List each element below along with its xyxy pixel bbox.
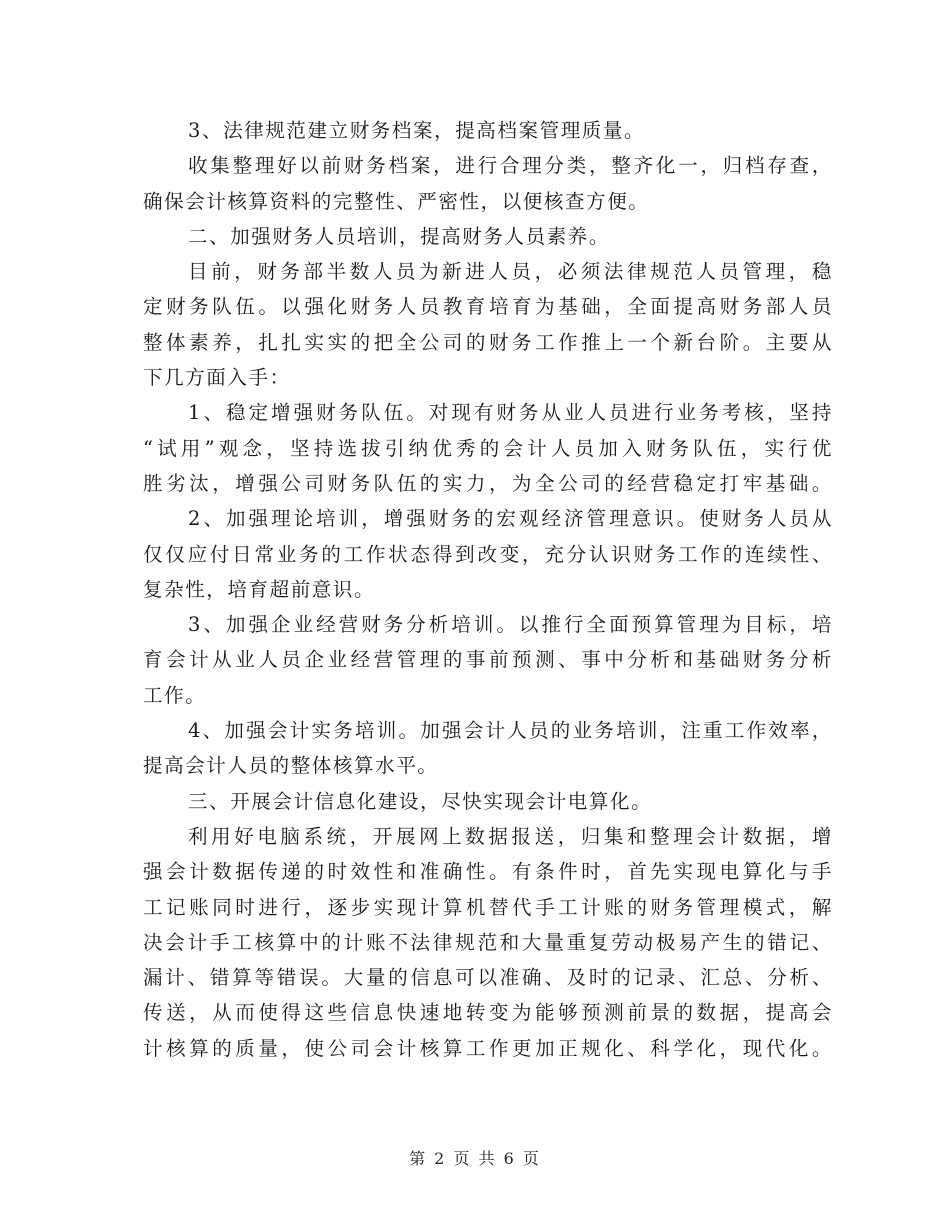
text-line: 1、稳定增强财务队伍。对现有财务从业人员进行业务考核，坚持	[188, 401, 833, 425]
text-line: 3、加强企业经营财务分析培训。以推行全面预算管理为目标，培	[188, 613, 833, 637]
text-line: 工记账同时进行，逐步实现计算机替代手工计账的财务管理模式，解	[143, 895, 833, 919]
text-line: 仅仅应付日常业务的工作状态得到改变，充分认识财务工作的连续性、	[143, 542, 833, 566]
text-line: 复杂性，培育超前意识。	[143, 577, 376, 601]
text-line: 提高会计人员的整体核算水平。	[143, 754, 439, 778]
text-line: 收集整理好以前财务档案，进行合理分类，整齐化一，归档存查，	[188, 154, 833, 178]
text-line: 决会计手工核算中的计账不法律规范和大量重复劳动极易产生的错记、	[143, 930, 833, 954]
text-line: 目前，财务部半数人员为新进人员，必须法律规范人员管理，稳	[188, 260, 833, 284]
text-line: 计核算的质量，使公司会计核算工作更加正规化、科学化，现代化。	[143, 1036, 833, 1060]
text-line: 确保会计核算资料的完整性、严密性，以便核查方便。	[143, 189, 650, 213]
text-line: 4、加强会计实务培训。加强会计人员的业务培训，注重工作效率，	[188, 719, 833, 743]
text-line: 整体素养，扎扎实实的把全公司的财务工作推上一个新台阶。主要从	[143, 330, 833, 354]
text-line: 传送，从而使得这些信息快速地转变为能够预测前景的数据，提高会	[143, 1001, 833, 1025]
text-line: “试用”观念，坚持选拔引纳优秀的会计人员加入财务队伍，实行优	[143, 436, 833, 460]
text-line: 3、法律规范建立财务档案，提高档案管理质量。	[188, 119, 646, 142]
text-line: 二、加强财务人员培训，提高财务人员素养。	[188, 224, 611, 248]
text-line: 定财务队伍。以强化财务人员教育培育为基础，全面提高财务部人员	[143, 295, 833, 319]
text-line: 强会计数据传递的时效性和准确性。有条件时，首先实现电算化与手	[143, 860, 833, 884]
text-line: 工作。	[143, 683, 207, 707]
text-line: 漏计、错算等错误。大量的信息可以准确、及时的记录、汇总、分析、	[143, 966, 833, 990]
text-line: 三、开展会计信息化建设，尽快实现会计电算化。	[188, 789, 653, 813]
text-line: 胜劣汰，增强公司财务队伍的实力，为全公司的经营稳定打牢基础。	[143, 471, 833, 495]
page-number-footer: 第 2 页 共 6 页	[409, 1149, 541, 1168]
document-body	[143, 113, 833, 1066]
text-line: 2、加强理论培训，增强财务的宏观经济管理意识。使财务人员从	[188, 507, 833, 531]
text-line: 育会计从业人员企业经营管理的事前预测、事中分析和基础财务分析	[143, 648, 833, 672]
text-line: 下几方面入手：	[143, 366, 291, 390]
text-line: 利用好电脑系统，开展网上数据报送，归集和整理会计数据，增	[188, 824, 833, 848]
